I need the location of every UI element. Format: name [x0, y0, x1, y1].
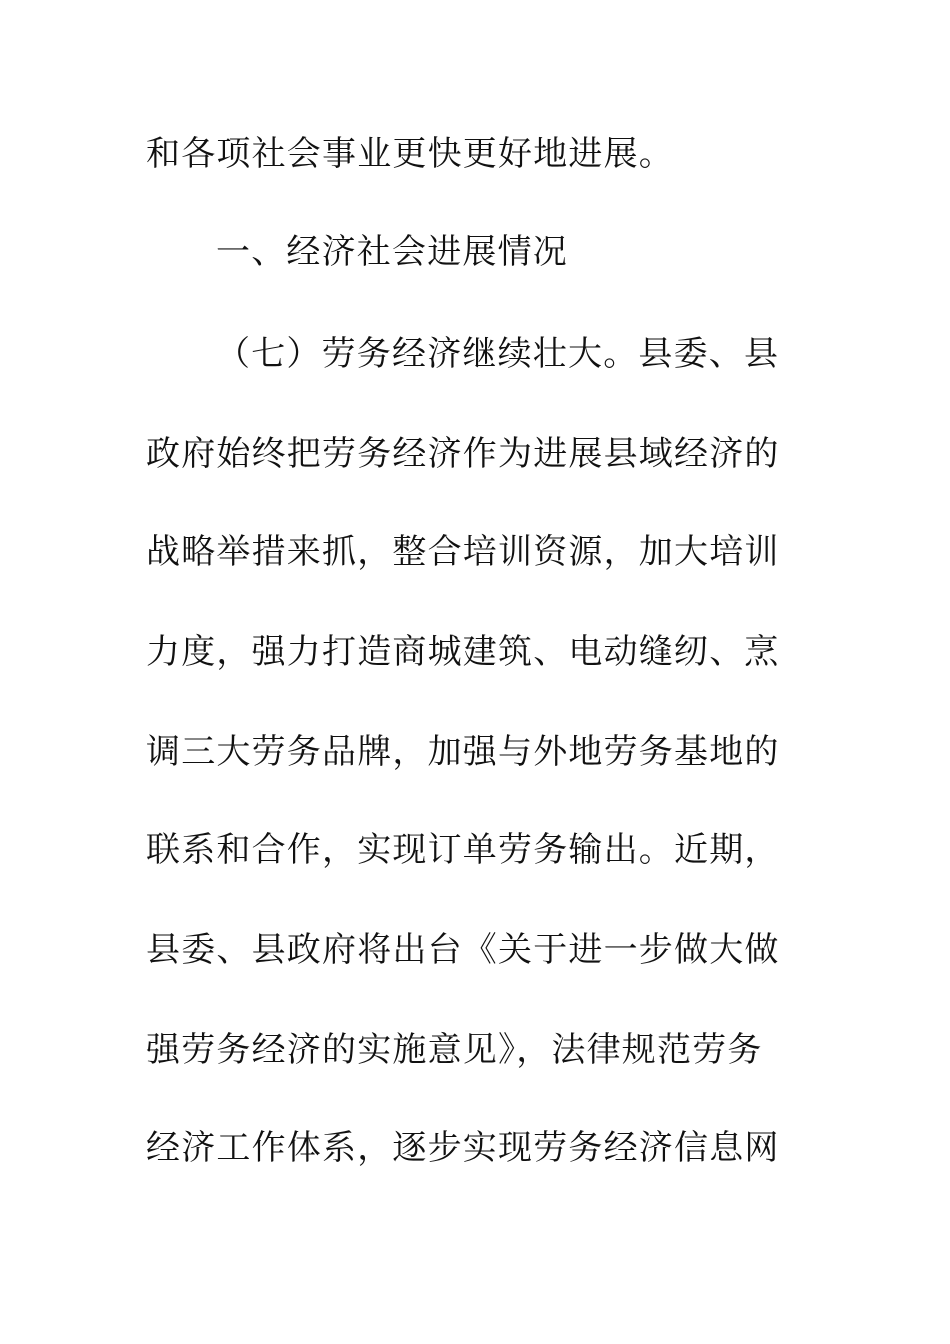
paragraph-line: 政府始终把劳务经济作为进展县域经济的 — [146, 434, 780, 474]
section-heading: 一、经济社会进展情况 — [216, 232, 568, 272]
text-line-continuation: 和各项社会事业更快更好地进展。 — [146, 134, 674, 174]
paragraph-line: 联系和合作，实现订单劳务输出。近期， — [146, 830, 780, 870]
paragraph-line: 调三大劳务品牌，加强与外地劳务基地的 — [146, 732, 780, 772]
paragraph-line: 战略举措来抓，整合培训资源，加大培训 — [146, 532, 780, 572]
paragraph-line: 力度，强力打造商城建筑、电动缝纫、烹 — [146, 632, 780, 672]
paragraph-line: 经济工作体系，逐步实现劳务经济信息网 — [146, 1128, 780, 1168]
paragraph-line: 强劳务经济的实施意见》，法律规范劳务 — [146, 1030, 763, 1070]
paragraph-line: 县委、县政府将出台《关于进一步做大做 — [146, 930, 780, 970]
paragraph-first-line: （七）劳务经济继续壮大。县委、县 — [216, 334, 780, 374]
